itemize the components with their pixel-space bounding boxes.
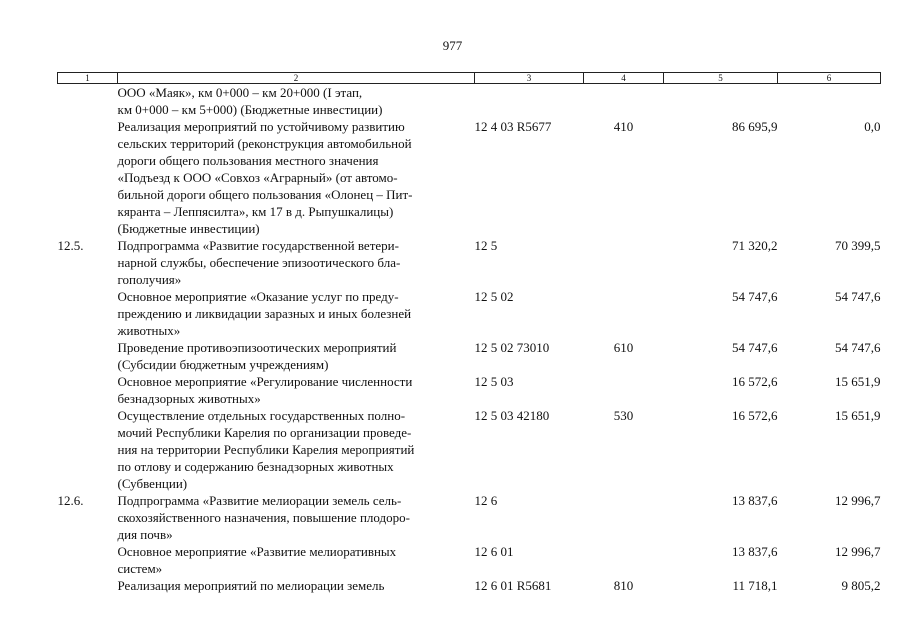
classification-code: 12 5 02 73010 bbox=[474, 340, 550, 355]
amount-col6: 9 805,2 bbox=[841, 578, 881, 593]
item-name-line: Подпрограмма «Развитие мелиорации земель сель- bbox=[117, 493, 402, 508]
classification-code: 12 5 bbox=[474, 238, 498, 253]
item-name-line: Основное мероприятие «Регулирование численности bbox=[117, 374, 413, 389]
expense-type bbox=[584, 237, 664, 288]
table-row bbox=[58, 237, 881, 288]
amount-col5: 13 837,6 bbox=[732, 493, 778, 508]
classification-code: 12 6 bbox=[474, 493, 498, 508]
item-name-line: (Субсидии бюджетным учреждениям) bbox=[117, 357, 329, 372]
item-name-line: скохозяйственного назначения, повышение плодоро- bbox=[117, 510, 410, 525]
classification-code: 12 4 03 R5677 bbox=[474, 119, 552, 134]
expense-type bbox=[584, 288, 664, 339]
item-name bbox=[118, 543, 475, 577]
budget-table bbox=[57, 72, 881, 594]
header-row bbox=[58, 73, 881, 84]
table-row bbox=[58, 543, 881, 577]
item-name-line: мочий Республики Карелия по организации проведе- bbox=[117, 425, 412, 440]
row-number bbox=[58, 288, 118, 339]
item-name bbox=[118, 373, 475, 407]
item-name-line: «Подъезд к ООО «Совхоз «Аграрный» (от автомо- bbox=[117, 170, 398, 185]
amount-col5: 54 747,6 bbox=[732, 340, 778, 355]
row-number: 12.5. bbox=[57, 238, 84, 253]
column-header-4: 4 bbox=[584, 73, 664, 84]
item-name-line: Основное мероприятие «Развитие мелиоративных bbox=[117, 544, 397, 559]
row-number bbox=[58, 339, 118, 373]
table-row bbox=[58, 373, 881, 407]
expense-type bbox=[584, 84, 664, 119]
amount-col6: 15 651,9 bbox=[835, 374, 881, 389]
item-name-line: по отлову и содержанию безнадзорных животных bbox=[117, 459, 394, 474]
amount-col5: 11 718,1 bbox=[732, 578, 778, 593]
item-name-line: Основное мероприятие «Оказание услуг по преду- bbox=[117, 289, 399, 304]
item-name-line: км 0+000 – км 5+000) (Бюджетные инвестиции) bbox=[117, 102, 383, 117]
page-number: 977 bbox=[442, 38, 463, 53]
item-name-line: (Бюджетные инвестиции) bbox=[117, 221, 260, 236]
amount-col6: 54 747,6 bbox=[835, 289, 881, 304]
table-row bbox=[58, 339, 881, 373]
expense-type: 810 bbox=[613, 578, 634, 593]
expense-type bbox=[584, 492, 664, 543]
amount-col6: 12 996,7 bbox=[835, 493, 881, 508]
item-name-line: дия почв» bbox=[117, 527, 173, 542]
table-row bbox=[58, 407, 881, 492]
column-header-2: 2 bbox=[118, 73, 475, 84]
classification-code: 12 5 03 42180 bbox=[474, 408, 550, 423]
column-header-6: 6 bbox=[778, 73, 881, 84]
item-name-line: нарной службы, обеспечение эпизоотического бла- bbox=[117, 255, 401, 270]
row-number bbox=[58, 407, 118, 492]
expense-type: 410 bbox=[613, 119, 634, 134]
classification-code: 12 5 03 bbox=[474, 374, 514, 389]
amount-col6: 12 996,7 bbox=[835, 544, 881, 559]
row-number bbox=[58, 84, 118, 119]
item-name-line: сельских территорий (реконструкция автомобильной bbox=[117, 136, 412, 151]
classification-code: 12 5 02 bbox=[474, 289, 514, 304]
amount-col6: 70 399,5 bbox=[835, 238, 881, 253]
column-header-5: 5 bbox=[664, 73, 778, 84]
item-name-line: бильной дороги общего пользования «Олонец – Пит- bbox=[117, 187, 413, 202]
table-row bbox=[58, 288, 881, 339]
row-number bbox=[58, 118, 118, 237]
amount-col6: 54 747,6 bbox=[835, 340, 881, 355]
amount-col5: 16 572,6 bbox=[732, 408, 778, 423]
item-name-line: безнадзорных животных» bbox=[117, 391, 261, 406]
item-name-line: систем» bbox=[117, 561, 163, 576]
expense-type: 530 bbox=[613, 408, 634, 423]
amount-col5: 54 747,6 bbox=[732, 289, 778, 304]
item-name-line: Осуществление отдельных государственных полно- bbox=[117, 408, 406, 423]
row-number bbox=[58, 577, 118, 594]
table-row bbox=[58, 577, 881, 594]
table-row bbox=[58, 84, 881, 119]
table-row bbox=[58, 492, 881, 543]
item-name-line: гополучия» bbox=[117, 272, 182, 287]
amount-col5 bbox=[664, 84, 778, 119]
column-header-1: 1 bbox=[58, 73, 118, 84]
amount-col6: 15 651,9 bbox=[835, 408, 881, 423]
item-name bbox=[118, 577, 475, 594]
amount-col5: 86 695,9 bbox=[732, 119, 778, 134]
row-number bbox=[58, 543, 118, 577]
column-header-3: 3 bbox=[475, 73, 584, 84]
item-name-line: Проведение противоэпизоотических мероприятий bbox=[117, 340, 397, 355]
item-name bbox=[118, 118, 475, 237]
table-row bbox=[58, 118, 881, 237]
item-name bbox=[118, 407, 475, 492]
expense-type bbox=[584, 373, 664, 407]
classification-code bbox=[475, 84, 584, 119]
item-name bbox=[118, 288, 475, 339]
expense-type bbox=[584, 543, 664, 577]
expense-type: 610 bbox=[613, 340, 634, 355]
amount-col5: 71 320,2 bbox=[732, 238, 778, 253]
amount-col6: 0,0 bbox=[864, 119, 881, 134]
classification-code: 12 6 01 bbox=[474, 544, 514, 559]
item-name-line: ния на территории Республики Карелия мероприятий bbox=[117, 442, 415, 457]
row-number: 12.6. bbox=[57, 493, 84, 508]
amount-col5: 13 837,6 bbox=[732, 544, 778, 559]
amount-col5: 16 572,6 bbox=[732, 374, 778, 389]
item-name bbox=[118, 339, 475, 373]
item-name-line: (Субвенции) bbox=[117, 476, 188, 491]
item-name-line: кяранта – Леппясилта», км 17 в д. Рыпушкалицы) bbox=[117, 204, 394, 219]
item-name bbox=[118, 237, 475, 288]
item-name-line: Подпрограмма «Развитие государственной ветери- bbox=[117, 238, 399, 253]
item-name-line: преждению и ликвидации заразных и иных болезней bbox=[117, 306, 412, 321]
item-name-line: животных» bbox=[117, 323, 181, 338]
item-name-line: дороги общего пользования местного значения bbox=[117, 153, 379, 168]
item-name-line: ООО «Маяк», км 0+000 – км 20+000 (I этап, bbox=[117, 85, 363, 100]
item-name-line: Реализация мероприятий по мелиорации земель bbox=[117, 578, 385, 593]
item-name bbox=[118, 84, 475, 119]
amount-col6 bbox=[778, 84, 881, 119]
item-name-line: Реализация мероприятий по устойчивому развитию bbox=[117, 119, 405, 134]
row-number bbox=[58, 373, 118, 407]
classification-code: 12 6 01 R5681 bbox=[474, 578, 552, 593]
item-name bbox=[118, 492, 475, 543]
